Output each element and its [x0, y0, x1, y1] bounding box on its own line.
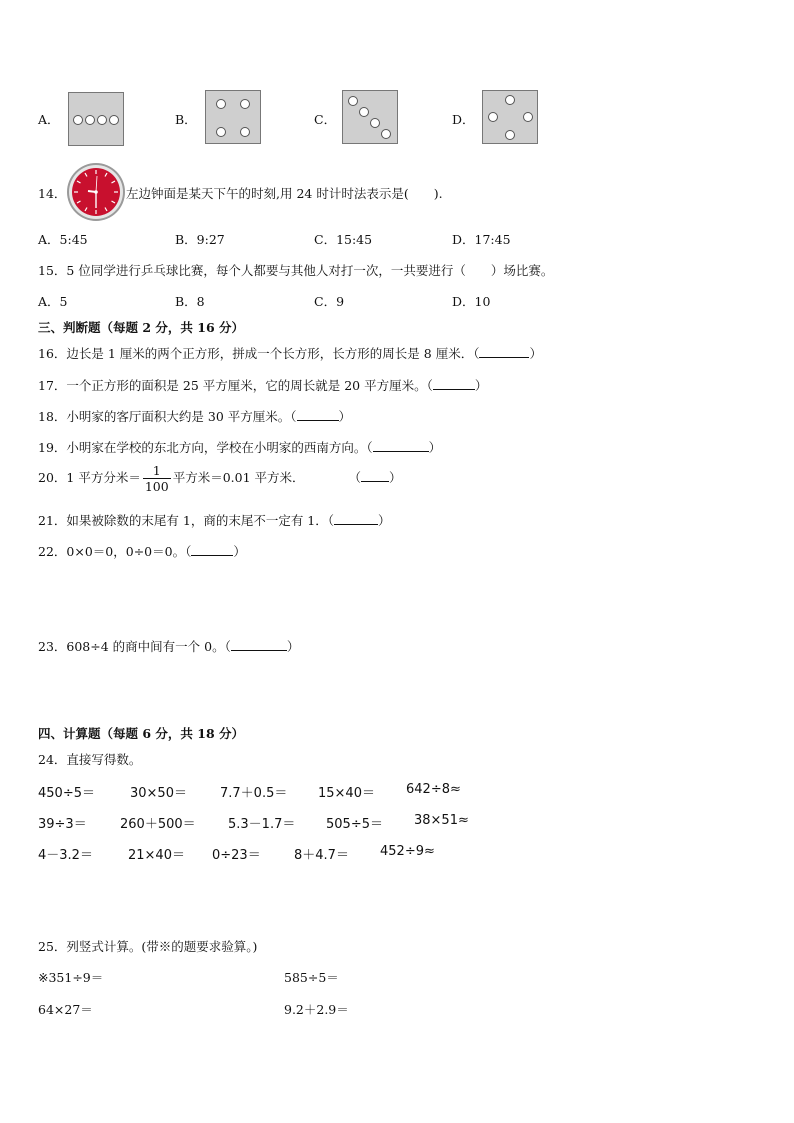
q22-text: 22．0×0＝0，0÷0＝0。（ [38, 544, 192, 559]
q24-item: 0÷23＝ [212, 848, 261, 863]
dice-four-in-row-icon [68, 92, 124, 146]
q25-item: 64×27＝ [38, 1002, 93, 1017]
q19-close: ） [428, 440, 442, 455]
q15-option-d[interactable]: D．10 [452, 294, 491, 309]
q16-text: 16．边长是 1 厘米的两个正方形，拼成一个长方形，长方形的周长是 8 厘米．（ [38, 346, 480, 361]
q24-item: 452÷9≈ [380, 844, 435, 859]
q18-answer-blank[interactable] [297, 419, 339, 421]
q14-option-a[interactable]: A．5:45 [38, 232, 88, 247]
q24-item: 21×40＝ [128, 848, 185, 863]
q20-fraction [143, 464, 171, 493]
dice-four-diagonal-icon [342, 90, 398, 144]
q20-fraction-numerator: 1 [143, 464, 171, 479]
q21-close: ） [378, 513, 391, 528]
q17-text: 17．一个正方形的面积是 25 平方厘米，它的周长就是 20 平方厘米。（ [38, 378, 433, 393]
q21 [38, 511, 391, 529]
clock-face-icon [66, 162, 126, 222]
q24-item: 5.3－1.7＝ [228, 817, 296, 832]
q20-prefix: 20．1 平方分米＝ [38, 470, 141, 486]
q25-item: 585÷5＝ [284, 970, 339, 985]
q15-option-b[interactable]: B．8 [175, 294, 205, 309]
q17-close: ） [474, 378, 488, 393]
q19-text: 19．小明家在学校的东北方向，学校在小明家的西南方向。（ [38, 440, 373, 455]
q16-answer-blank[interactable] [479, 356, 529, 358]
q23-answer-blank[interactable] [231, 649, 287, 651]
q25-item: ※351÷9＝ [38, 970, 104, 985]
q16-close: ） [529, 346, 542, 361]
q24-item: 30×50＝ [130, 786, 187, 801]
q24-item: 38×51≈ [414, 813, 469, 828]
q19 [38, 438, 441, 456]
q23 [38, 637, 299, 655]
q24-title: 24．直接写得数。 [38, 752, 142, 767]
q21-answer-blank[interactable] [334, 523, 378, 525]
q14-option-c[interactable]: C．15:45 [314, 232, 373, 247]
q21-text: 21．如果被除数的末尾有 1，商的末尾不一定有 1．（ [38, 513, 335, 528]
dice-four-square-icon [205, 90, 261, 144]
q23-close: ） [286, 639, 300, 654]
q20-close: ） [389, 470, 402, 486]
q19-answer-blank[interactable] [373, 450, 429, 452]
q15-question-text: 15．5 位同学进行乒乓球比赛，每个人都要与其他人对打一次，一共要进行（ ）场比赛。 [38, 263, 554, 278]
q14-number: 14． [38, 186, 67, 201]
q20-suffix: 平方米＝0.01 平方米． [172, 470, 305, 486]
q25-item: 9.2＋2.9＝ [284, 1002, 349, 1017]
q24-item: 8＋4.7＝ [294, 848, 349, 863]
q20-answer-blank[interactable] [361, 480, 389, 482]
q14-question-text: 左边钟面是某天下午的时刻,用 24 时计时法表示是( ). [126, 186, 443, 201]
q22 [38, 542, 246, 560]
q16 [38, 344, 542, 362]
q14-option-d[interactable]: D．17:45 [452, 232, 511, 247]
q18 [38, 407, 351, 425]
q17-answer-blank[interactable] [433, 388, 475, 390]
dice-four-diamond-icon [482, 90, 538, 144]
q18-close: ） [338, 409, 352, 424]
q13-option-a-label[interactable]: A． [38, 112, 60, 127]
q15-option-a[interactable]: A．5 [38, 294, 68, 309]
q24-item: 15×40＝ [318, 786, 375, 801]
section-3-title: 三、判断题（每题 2 分，共 16 分） [38, 320, 245, 335]
q13-option-d-label[interactable]: D． [452, 112, 475, 127]
q22-close: ） [233, 544, 246, 559]
q14-option-b[interactable]: B．9:27 [175, 232, 225, 247]
q18-text: 18．小明家的客厅面积大约是 30 平方厘米。（ [38, 409, 297, 424]
q23-text: 23．608÷4 的商中间有一个 0。（ [38, 639, 231, 654]
q25-title: 25．列竖式计算。(带※的题要求验算。) [38, 939, 258, 954]
q20-fraction-denominator: 100 [144, 479, 169, 495]
q24-item: 450÷5＝ [38, 786, 95, 801]
q13-option-b-label[interactable]: B． [175, 112, 197, 127]
q13-option-c-label[interactable]: C． [314, 112, 337, 127]
q24-item: 4－3.2＝ [38, 848, 93, 863]
q24-item: 7.7＋0.5＝ [220, 786, 288, 801]
q22-answer-blank[interactable] [191, 554, 233, 556]
q17 [38, 376, 487, 394]
q24-item: 505÷5＝ [326, 817, 383, 832]
section-4-title: 四、计算题（每题 6 分，共 18 分） [38, 726, 245, 741]
q24-item: 39÷3＝ [38, 817, 87, 832]
q24-item: 260＋500＝ [120, 817, 196, 832]
q20 [38, 464, 402, 493]
q24-item: 642÷8≈ [406, 782, 461, 797]
q20-paren-open: （ [348, 470, 362, 486]
q15-option-c[interactable]: C．9 [314, 294, 345, 309]
